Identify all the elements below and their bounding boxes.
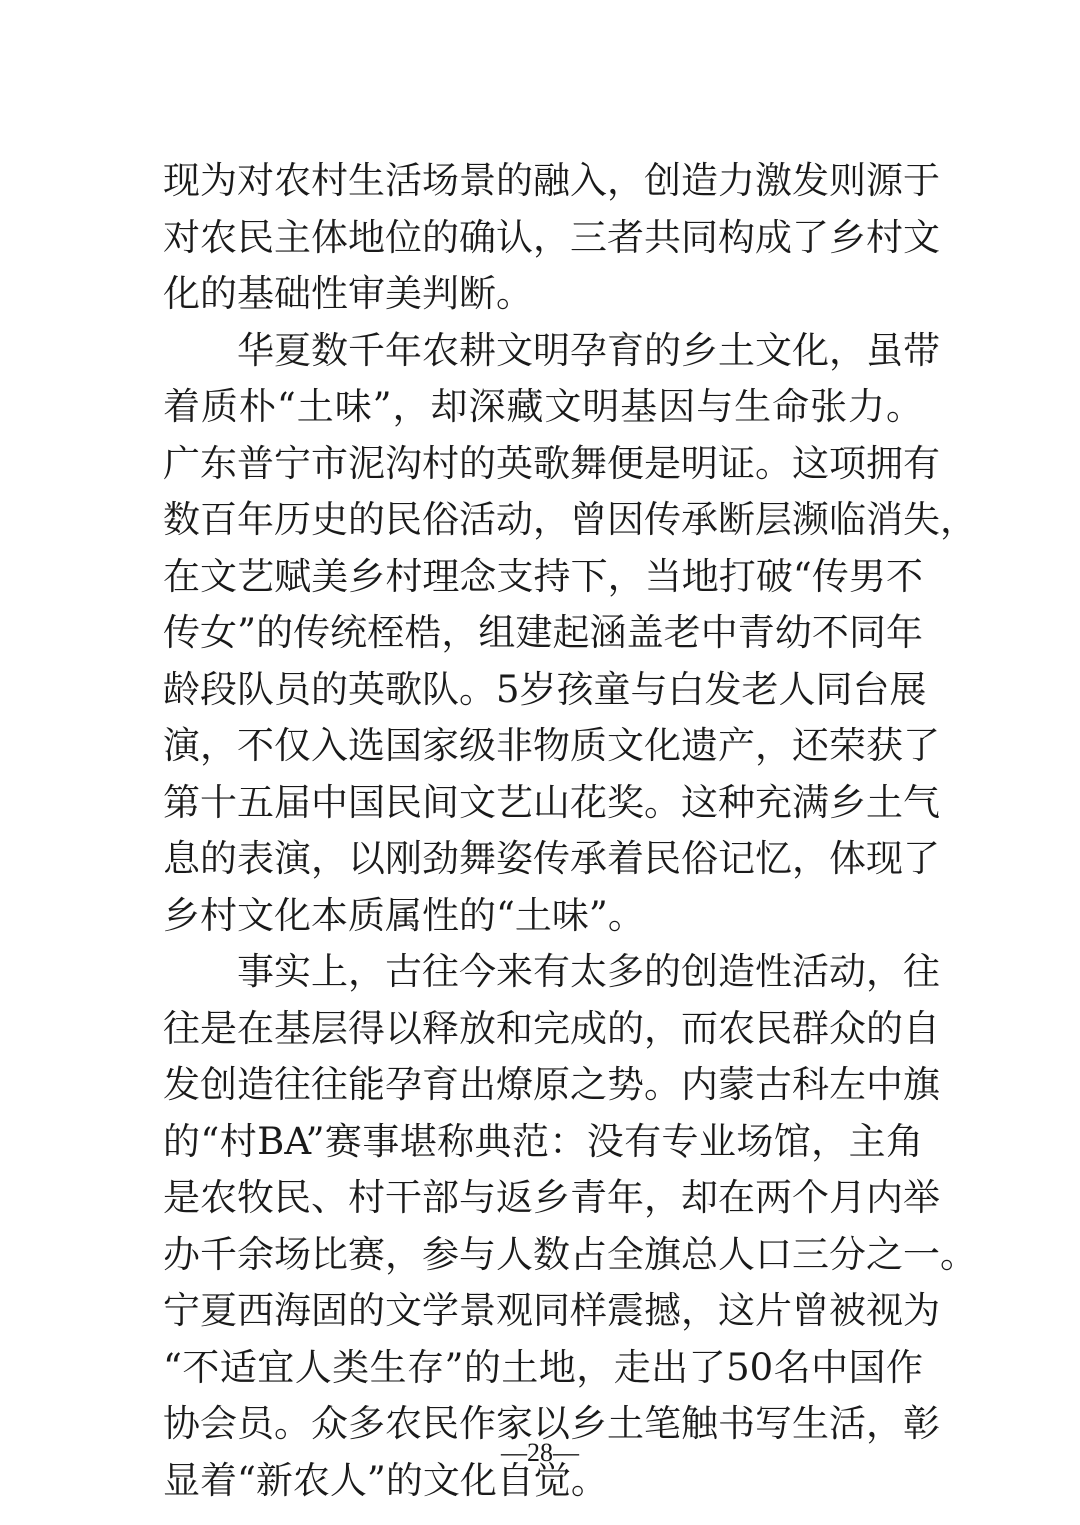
text-line: 是农牧民、村干部与返乡青年，却在两个月内举 — [163, 1176, 940, 1219]
text-line: 在文艺赋美乡村理念支持下，当地打破“传男不 — [163, 554, 923, 598]
text-line: 显着“新农人”的文化自觉。 — [163, 1458, 608, 1502]
text-line: 华夏数千年农耕文明孕育的乡土文化，虽带 — [237, 328, 940, 372]
text-line: 第十五届中国民间文艺山花奖。这种充满乡土气 — [163, 780, 940, 824]
text-line: 化的基础性审美判断。 — [163, 272, 533, 315]
text-line: 传女”的传统桎梏，组建起涵盖老中青幼不同年 — [163, 611, 923, 654]
text-line: 协会员。众多农民作家以乡土笔触书写生活，彰 — [163, 1402, 940, 1445]
page-number: —28— — [501, 1438, 579, 1467]
text-line: 着质朴“土味”，却深藏文明基因与生命张力。 — [163, 385, 923, 428]
body-text — [163, 153, 977, 1509]
text-line: “不适宜人类生存”的土地，走出了50名中国作 — [163, 1345, 923, 1389]
text-line: 的“村BA”赛事堪称典范：没有专业场馆，主角 — [163, 1119, 923, 1163]
text-line: 事实上，古往今来有太多的创造性活动，往 — [237, 950, 940, 993]
text-line: 广东普宁市泥沟村的英歌舞便是明证。这项拥有 — [163, 441, 940, 485]
text-line: 演，不仅入选国家级非物质文化遗产，还荣获了 — [163, 724, 940, 767]
text-line: 现为对农村生活场景的融入，创造力激发则源于 — [163, 159, 940, 202]
text-line: 息的表演，以刚劲舞姿传承着民俗记忆，体现了 — [163, 837, 940, 880]
text-line: 办千余场比赛，参与人数占全旗总人口三分之一。 — [163, 1232, 977, 1276]
text-line: 对农民主体地位的确认，三者共同构成了乡村文 — [163, 215, 940, 259]
text-line: 往是在基层得以释放和完成的，而农民群众的自 — [163, 1006, 940, 1050]
text-line: 龄段队员的英歌队。5岁孩童与白发老人同台展 — [163, 667, 927, 711]
text-line: 乡村文化本质属性的“土味”。 — [163, 893, 645, 937]
text-line: 发创造往往能孕育出燎原之势。内蒙古科左中旗 — [163, 1063, 940, 1106]
text-line: 宁夏西海固的文学景观同样震撼，这片曾被视为 — [163, 1289, 940, 1332]
text-line: 数百年历史的民俗活动，曾因传承断层濒临消失， — [163, 498, 977, 541]
